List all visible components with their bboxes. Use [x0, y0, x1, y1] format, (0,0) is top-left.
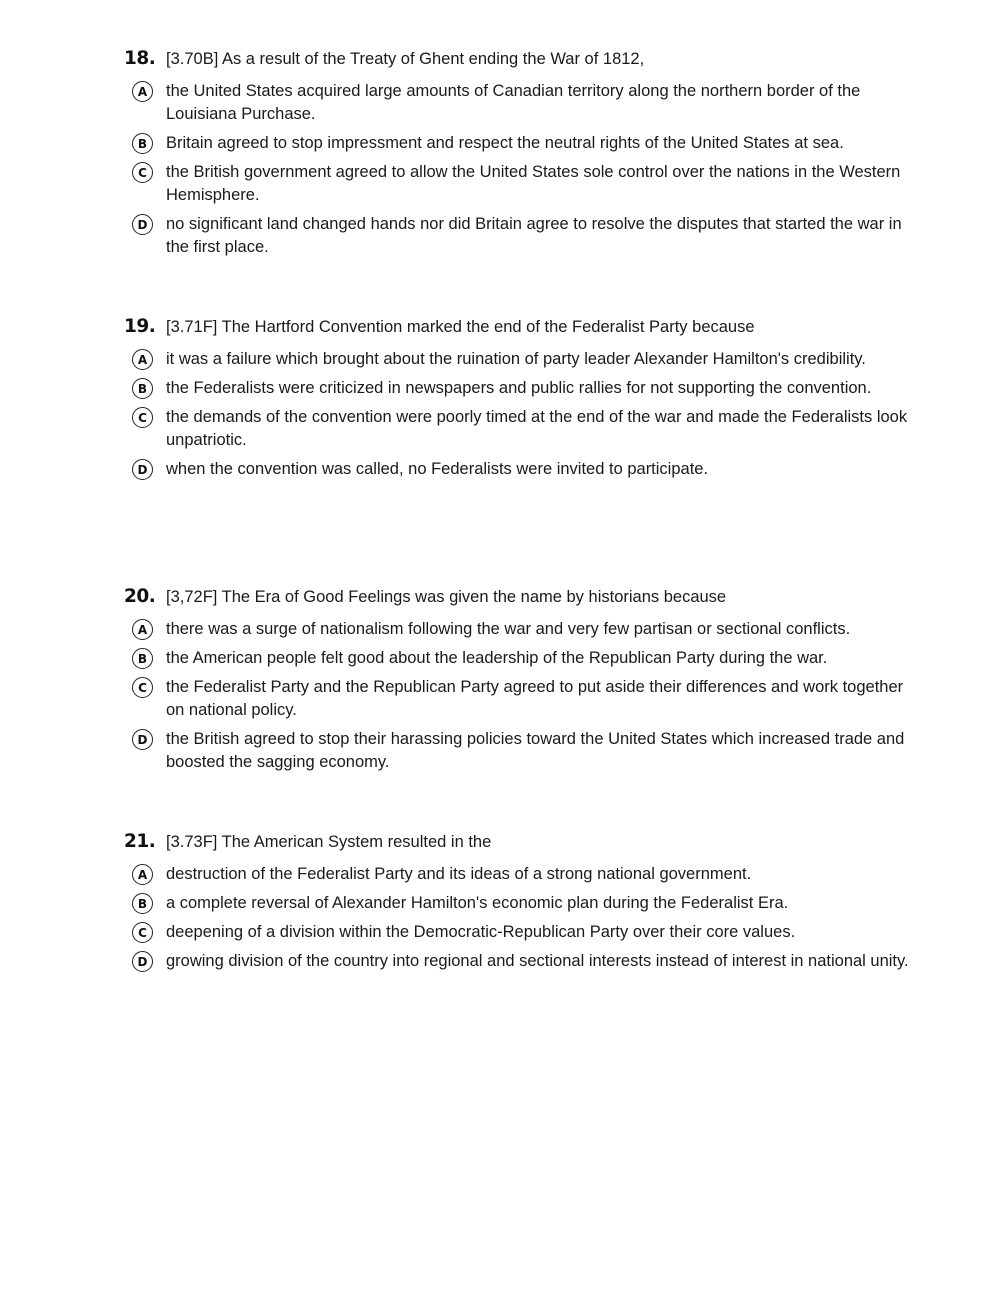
question-19: [124, 316, 924, 481]
answer-bubble-c[interactable]: C: [132, 677, 153, 698]
answer-bubble-d[interactable]: D: [132, 459, 153, 480]
answer-bubble-c[interactable]: C: [132, 407, 153, 428]
question-number: 18.: [124, 48, 156, 69]
answer-choice-b[interactable]: [124, 132, 924, 155]
question-header: [124, 316, 924, 342]
answer-bubble-d[interactable]: D: [132, 214, 153, 235]
answer-choice-d[interactable]: [124, 728, 924, 774]
answer-text: the Federalists were criticized in newspapers and public rallies for not supporting the convention.: [166, 379, 872, 397]
answer-text: no significant land changed hands nor did Britain agree to resolve the disputes that started the war in the first place.: [166, 215, 902, 256]
answer-text: the British agreed to stop their harassing policies toward the United States which increased trade and boosted the sagging economy.: [166, 730, 905, 771]
answer-text: the British government agreed to allow the United States sole control over the nations in the Western Hemisphere.: [166, 163, 901, 204]
answer-choice-d[interactable]: [124, 458, 924, 481]
answer-bubble-c[interactable]: C: [132, 922, 153, 943]
answer-bubble-d[interactable]: D: [132, 951, 153, 972]
answer-choice-c[interactable]: [124, 676, 924, 722]
question-header: [124, 586, 924, 612]
answer-choice-d[interactable]: [124, 950, 924, 973]
answer-bubble-b[interactable]: B: [132, 378, 153, 399]
answer-choice-b[interactable]: [124, 892, 924, 915]
answer-text: growing division of the country into regional and sectional interests instead of interest in national unity.: [166, 952, 909, 970]
answer-bubble-a[interactable]: A: [132, 349, 153, 370]
answer-text: the American people felt good about the leadership of the Republican Party during the war.: [166, 649, 828, 667]
answer-text: the Federalist Party and the Republican Party agreed to put aside their differences and work together on national policy.: [166, 678, 904, 719]
question-18: [124, 48, 924, 259]
answer-bubble-b[interactable]: B: [132, 893, 153, 914]
question-stem: [3.70B] As a result of the Treaty of Ghent ending the War of 1812,: [166, 50, 645, 68]
answer-text: destruction of the Federalist Party and its ideas of a strong national government.: [166, 865, 752, 883]
answer-choice-a[interactable]: [124, 618, 924, 641]
answer-text: Britain agreed to stop impressment and respect the neutral rights of the United States at sea.: [166, 134, 844, 152]
answer-choice-a[interactable]: [124, 863, 924, 886]
answer-bubble-b[interactable]: B: [132, 648, 153, 669]
question-number: 21.: [124, 831, 156, 852]
answer-text: the demands of the convention were poorly timed at the end of the war and made the Federalists look unpatriotic.: [166, 408, 908, 449]
answer-text: deepening of a division within the Democratic-Republican Party over their core values.: [166, 923, 796, 941]
answer-choice-c[interactable]: [124, 406, 924, 452]
question-21: [124, 831, 924, 973]
question-stem: [3.73F] The American System resulted in the: [166, 833, 492, 851]
answer-choice-c[interactable]: [124, 921, 924, 944]
answer-bubble-d[interactable]: D: [132, 729, 153, 750]
answer-bubble-a[interactable]: A: [132, 81, 153, 102]
question-number: 20.: [124, 586, 156, 607]
answer-text: the United States acquired large amounts of Canadian territory along the northern border of the Louisiana Purchase.: [166, 82, 861, 123]
answer-text: a complete reversal of Alexander Hamilton's economic plan during the Federalist Era.: [166, 894, 789, 912]
answer-bubble-c[interactable]: C: [132, 162, 153, 183]
answer-text: there was a surge of nationalism following the war and very few partisan or sectional conflicts.: [166, 620, 851, 638]
answer-bubble-b[interactable]: B: [132, 133, 153, 154]
answer-choice-a[interactable]: [124, 80, 924, 126]
answer-text: when the convention was called, no Federalists were invited to participate.: [166, 460, 709, 478]
question-stem: [3.71F] The Hartford Convention marked the end of the Federalist Party because: [166, 318, 755, 336]
answer-bubble-a[interactable]: A: [132, 619, 153, 640]
answer-choice-b[interactable]: [124, 377, 924, 400]
answer-text: it was a failure which brought about the ruination of party leader Alexander Hamilton's credibility.: [166, 350, 866, 368]
answer-choice-c[interactable]: [124, 161, 924, 207]
question-header: [124, 831, 924, 857]
question-number: 19.: [124, 316, 156, 337]
answer-choice-a[interactable]: [124, 348, 924, 371]
answer-choice-d[interactable]: [124, 213, 924, 259]
question-20: [124, 586, 924, 774]
question-stem: [3,72F] The Era of Good Feelings was given the name by historians because: [166, 588, 727, 606]
question-header: [124, 48, 924, 74]
answer-bubble-a[interactable]: A: [132, 864, 153, 885]
answer-choice-b[interactable]: [124, 647, 924, 670]
